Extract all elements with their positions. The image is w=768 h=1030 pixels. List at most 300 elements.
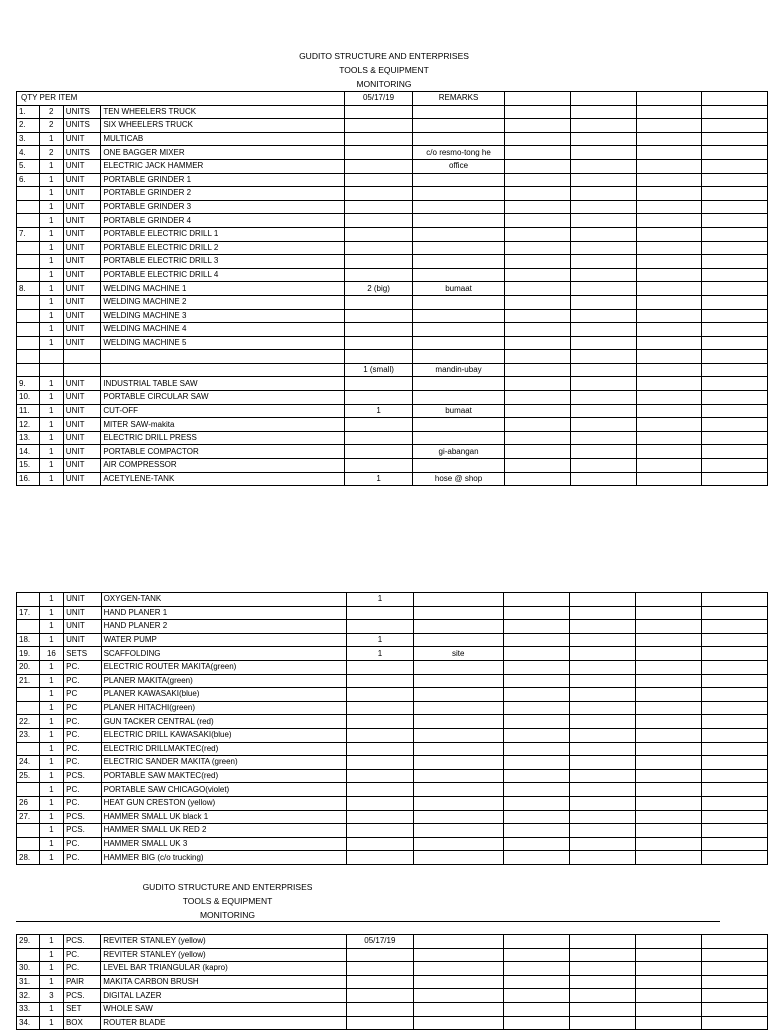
table-row [17, 783, 768, 797]
item-number-cell [17, 688, 40, 702]
unit-cell: SET [63, 1002, 100, 1016]
remarks-cell [414, 962, 504, 976]
table-row [17, 227, 768, 241]
unit-cell: UNIT [63, 227, 101, 241]
empty-cell [503, 647, 569, 661]
item-number-cell [17, 255, 40, 269]
item-number-cell [17, 187, 40, 201]
table-header-row [17, 92, 768, 106]
unit-cell: UNITS [63, 119, 101, 133]
unit-cell: PC. [64, 674, 101, 688]
empty-cell [702, 445, 768, 459]
empty-cell [701, 620, 767, 634]
date-cell [345, 445, 412, 459]
empty-cell [702, 309, 768, 323]
table-row [17, 688, 768, 702]
empty-cell [635, 620, 701, 634]
empty-cell [636, 363, 702, 377]
empty-cell [571, 227, 637, 241]
qty-cell: 1 [39, 404, 63, 418]
qty-cell: 1 [39, 323, 63, 337]
table-row [17, 241, 768, 255]
unit-cell: UNIT [63, 268, 101, 282]
date-cell [347, 715, 413, 729]
empty-cell [503, 620, 569, 634]
item-name-cell: ELECTRIC DRILL PRESS [101, 431, 345, 445]
qty-cell: 1 [39, 796, 63, 810]
empty-cell [635, 948, 701, 962]
empty-cell [505, 200, 571, 214]
unit-cell: PCS. [63, 989, 100, 1003]
empty-cell [505, 377, 571, 391]
empty-cell [636, 350, 702, 364]
empty-cell [635, 756, 701, 770]
date-cell: 1 (small) [345, 363, 412, 377]
empty-cell [569, 620, 635, 634]
unit-cell: PC. [64, 796, 101, 810]
empty-cell [636, 119, 702, 133]
empty-cell [702, 146, 768, 160]
unit-cell: UNIT [63, 431, 101, 445]
empty-cell [505, 363, 571, 377]
table-row [17, 431, 768, 445]
empty-cell [571, 105, 637, 119]
empty-cell [635, 810, 701, 824]
remarks-cell [412, 418, 505, 432]
empty-cell [571, 459, 637, 473]
empty-cell [569, 935, 635, 949]
table-row [17, 769, 768, 783]
item-name-cell: PORTABLE GRINDER 4 [101, 214, 345, 228]
table-row [17, 391, 768, 405]
item-name-cell: WELDING MACHINE 1 [101, 282, 345, 296]
table-row [17, 377, 768, 391]
unit-cell: UNIT [64, 593, 101, 607]
date-cell [347, 769, 413, 783]
empty-cell [636, 391, 702, 405]
item-name-cell: ONE BAGGER MIXER [101, 146, 345, 160]
remarks-cell [413, 824, 503, 838]
empty-cell [569, 647, 635, 661]
table-row [17, 214, 768, 228]
table-row [17, 459, 768, 473]
item-name-cell: HAMMER SMALL UK black 1 [101, 810, 347, 824]
empty-cell [635, 824, 701, 838]
table-row [17, 187, 768, 201]
unit-cell: UNIT [63, 159, 101, 173]
empty-cell [569, 1002, 635, 1016]
empty-cell [702, 214, 768, 228]
unit-cell: UNIT [63, 214, 101, 228]
empty-cell [571, 309, 637, 323]
item-number-cell: 12. [17, 418, 40, 432]
item-number-cell: 16. [17, 472, 40, 486]
empty-cell [636, 377, 702, 391]
empty-cell [569, 975, 635, 989]
item-name-cell: REVITER STANLEY (yellow) [101, 948, 346, 962]
date-cell [347, 701, 413, 715]
table-row [17, 593, 768, 607]
qty-cell: 1 [39, 132, 63, 146]
qty-cell: 1 [39, 606, 63, 620]
unit-cell: PC [64, 701, 101, 715]
item-number-cell: 30. [17, 962, 40, 976]
empty-cell [636, 200, 702, 214]
qty-cell: 1 [39, 309, 63, 323]
empty-cell [569, 728, 635, 742]
unit-cell: UNIT [64, 633, 101, 647]
item-number-cell: 6. [17, 173, 40, 187]
item-number-cell: 8. [17, 282, 40, 296]
empty-cell [635, 989, 701, 1003]
qty-cell: 1 [39, 187, 63, 201]
table-row [17, 146, 768, 160]
unit-cell: PC. [64, 728, 101, 742]
item-number-cell: 26 [17, 796, 40, 810]
remarks-cell [413, 810, 503, 824]
table-row [17, 620, 768, 634]
unit-cell: UNIT [64, 606, 101, 620]
empty-cell [571, 445, 637, 459]
empty-cell [505, 295, 571, 309]
unit-cell: UNIT [63, 459, 101, 473]
date-cell [345, 146, 412, 160]
qty-cell [39, 363, 63, 377]
table-row [17, 851, 768, 865]
item-number-cell: 1. [17, 105, 40, 119]
date-cell [345, 187, 412, 201]
remarks-cell [412, 200, 505, 214]
empty-cell [635, 633, 701, 647]
empty-cell [701, 715, 767, 729]
unit-cell [63, 350, 101, 364]
empty-cell [503, 715, 569, 729]
empty-cell [569, 962, 635, 976]
table-row [17, 962, 768, 976]
qty-cell: 1 [39, 851, 63, 865]
item-number-cell: 13. [17, 431, 40, 445]
item-name-cell: HAND PLANER 2 [101, 620, 347, 634]
unit-cell: UNIT [63, 132, 101, 146]
item-number-cell [17, 323, 40, 337]
item-number-cell [17, 295, 40, 309]
empty-cell [569, 660, 635, 674]
remarks-cell [412, 323, 505, 337]
empty-cell [701, 975, 767, 989]
item-number-cell [17, 350, 40, 364]
table-row [17, 660, 768, 674]
qty-cell: 1 [39, 593, 63, 607]
qty-cell: 1 [39, 472, 63, 486]
empty-cell [569, 688, 635, 702]
empty-cell [702, 336, 768, 350]
table-row [17, 105, 768, 119]
item-name-cell: PLANER HITACHI(green) [101, 701, 347, 715]
remarks-cell [412, 105, 505, 119]
table-row [17, 309, 768, 323]
date-cell [345, 459, 412, 473]
qty-cell: 1 [39, 948, 63, 962]
table-row [17, 674, 768, 688]
empty-cell [635, 593, 701, 607]
table-row [17, 200, 768, 214]
item-number-cell: 28. [17, 851, 40, 865]
inventory-table-1 [16, 91, 768, 486]
empty-cell [636, 431, 702, 445]
remarks-cell [413, 674, 503, 688]
qty-cell: 1 [39, 701, 63, 715]
date-cell: 1 [347, 593, 413, 607]
empty-cell [702, 268, 768, 282]
empty-cell [505, 119, 571, 133]
remarks-cell [412, 227, 505, 241]
remarks-cell [413, 620, 503, 634]
remarks-cell [413, 688, 503, 702]
unit-cell: UNIT [63, 241, 101, 255]
table-row [17, 159, 768, 173]
item-number-cell [17, 783, 40, 797]
item-name-cell: OXYGEN-TANK [101, 593, 347, 607]
date-cell [347, 810, 413, 824]
empty-cell [505, 459, 571, 473]
empty-cell [701, 837, 767, 851]
company-title: GUDITO STRUCTURE AND ENTERPRISES [299, 51, 469, 61]
empty-cell [569, 715, 635, 729]
empty-cell [571, 323, 637, 337]
unit-cell: PC. [63, 962, 100, 976]
empty-cell [503, 688, 569, 702]
date-cell [345, 431, 412, 445]
empty-cell [569, 796, 635, 810]
unit-cell: PC. [63, 948, 100, 962]
empty-cell [503, 742, 569, 756]
item-number-cell: 23. [17, 728, 40, 742]
item-name-cell: LEVEL BAR TRIANGULAR (kapro) [101, 962, 346, 976]
remarks-cell: bumaat [412, 404, 505, 418]
item-name-cell: GUN TACKER CENTRAL (red) [101, 715, 347, 729]
remarks-cell [413, 837, 503, 851]
empty-cell [503, 728, 569, 742]
item-number-cell: 22. [17, 715, 40, 729]
empty-cell [571, 282, 637, 296]
date-cell [345, 200, 412, 214]
remarks-cell [412, 241, 505, 255]
empty-cell [569, 810, 635, 824]
date-cell [345, 323, 412, 337]
date-cell: 05/17/19 [346, 935, 413, 949]
empty-cell [701, 1016, 767, 1030]
empty-cell [635, 962, 701, 976]
remarks-cell [412, 132, 505, 146]
empty-cell [569, 824, 635, 838]
item-number-cell: 7. [17, 227, 40, 241]
table-row [17, 363, 768, 377]
qty-cell: 1 [39, 445, 63, 459]
table-row [17, 935, 768, 949]
empty-cell [635, 837, 701, 851]
item-number-cell: 2. [17, 119, 40, 133]
date-cell [346, 962, 413, 976]
qty-cell: 1 [39, 336, 63, 350]
date-cell [345, 350, 412, 364]
empty-cell [569, 606, 635, 620]
qty-cell: 2 [39, 146, 63, 160]
empty-cell [635, 647, 701, 661]
empty-cell [635, 1016, 701, 1030]
empty-cell [503, 935, 569, 949]
empty-cell [571, 418, 637, 432]
date-cell [345, 173, 412, 187]
item-number-cell [17, 200, 40, 214]
item-name-cell: PORTABLE CIRCULAR SAW [101, 391, 345, 405]
empty-cell [503, 593, 569, 607]
item-number-cell [17, 363, 40, 377]
empty-cell [571, 159, 637, 173]
empty-cell [571, 146, 637, 160]
empty-cell [505, 445, 571, 459]
qty-cell: 1 [39, 962, 63, 976]
table-row [17, 119, 768, 133]
empty-cell [702, 350, 768, 364]
empty-cell [702, 418, 768, 432]
remarks-cell: c/o resmo-tong he [412, 146, 505, 160]
date-cell: 1 [345, 472, 412, 486]
date-cell [345, 418, 412, 432]
empty-cell [636, 418, 702, 432]
table-row [17, 810, 768, 824]
empty-cell [505, 159, 571, 173]
item-name-cell: PORTABLE SAW MAKTEC(red) [101, 769, 347, 783]
empty-cell [503, 989, 569, 1003]
date-cell [347, 742, 413, 756]
item-name-cell: ELECTRIC DRILLMAKTEC(red) [101, 742, 347, 756]
empty-cell [635, 1002, 701, 1016]
unit-cell: UNIT [63, 391, 101, 405]
qty-cell: 1 [39, 660, 63, 674]
item-number-cell: 3. [17, 132, 40, 146]
empty-cell [571, 255, 637, 269]
table-row [17, 336, 768, 350]
empty-cell [505, 391, 571, 405]
unit-cell: PCS. [64, 810, 101, 824]
empty-cell [636, 282, 702, 296]
empty-cell [505, 105, 571, 119]
remarks-cell [413, 796, 503, 810]
remarks-cell [412, 268, 505, 282]
item-number-cell: 34. [17, 1016, 40, 1030]
item-name-cell [101, 363, 345, 377]
empty-cell [702, 472, 768, 486]
item-number-cell: 10. [17, 391, 40, 405]
empty-cell [571, 132, 637, 146]
empty-cell [635, 783, 701, 797]
empty-cell [702, 404, 768, 418]
unit-cell: UNIT [63, 404, 101, 418]
qty-cell: 1 [39, 728, 63, 742]
empty-cell [505, 187, 571, 201]
empty-cell [701, 796, 767, 810]
unit-cell: PC. [64, 756, 101, 770]
empty-cell [702, 431, 768, 445]
empty-cell [569, 756, 635, 770]
qty-per-item-label: QTY PER ITEM [21, 93, 78, 103]
item-name-cell: DIGITAL LAZER [101, 989, 346, 1003]
remarks-cell [413, 742, 503, 756]
table-row [17, 975, 768, 989]
remarks-cell [413, 633, 503, 647]
table-row [17, 255, 768, 269]
empty-cell [702, 391, 768, 405]
empty-cell [505, 241, 571, 255]
remarks-cell [413, 715, 503, 729]
empty-cell [505, 323, 571, 337]
empty-cell [569, 769, 635, 783]
qty-cell: 1 [39, 975, 63, 989]
qty-cell: 1 [39, 715, 63, 729]
date-cell [347, 728, 413, 742]
empty-cell [635, 701, 701, 715]
table-row [17, 472, 768, 486]
empty-cell [702, 200, 768, 214]
item-name-cell: MAKITA CARBON BRUSH [101, 975, 346, 989]
item-name-cell: PORTABLE ELECTRIC DRILL 4 [101, 268, 345, 282]
empty-cell [702, 241, 768, 255]
item-number-cell: 24. [17, 756, 40, 770]
item-name-cell: HAND PLANER 1 [101, 606, 347, 620]
date-cell [345, 227, 412, 241]
empty-cell [571, 431, 637, 445]
table-row [17, 796, 768, 810]
date-cell [345, 336, 412, 350]
unit-cell: BOX [63, 1016, 100, 1030]
empty-cell [702, 377, 768, 391]
empty-cell [503, 837, 569, 851]
empty-cell [505, 92, 571, 106]
table-row [17, 633, 768, 647]
date-cell [347, 620, 413, 634]
date-cell [345, 391, 412, 405]
table-row [17, 837, 768, 851]
empty-cell [701, 1002, 767, 1016]
remarks-cell [412, 295, 505, 309]
date-cell [345, 105, 412, 119]
item-number-cell: 17. [17, 606, 40, 620]
item-number-cell: 32. [17, 989, 40, 1003]
item-name-cell: PLANER MAKITA(green) [101, 674, 347, 688]
unit-cell: PC. [64, 715, 101, 729]
unit-cell: PCS. [64, 769, 101, 783]
table-row [17, 824, 768, 838]
item-name-cell: ELECTRIC JACK HAMMER [101, 159, 345, 173]
qty-cell: 1 [39, 783, 63, 797]
remarks-cell [412, 309, 505, 323]
item-name-cell: PLANER KAWASAKI(blue) [101, 688, 347, 702]
remarks-cell [413, 701, 503, 715]
empty-cell [636, 132, 702, 146]
item-name-cell: HAMMER SMALL UK RED 2 [101, 824, 347, 838]
unit-cell: UNIT [63, 472, 101, 486]
empty-cell [702, 105, 768, 119]
item-number-cell: 21. [17, 674, 40, 688]
empty-cell [701, 756, 767, 770]
item-name-cell: PORTABLE ELECTRIC DRILL 3 [101, 255, 345, 269]
remarks-cell [412, 459, 505, 473]
empty-cell [702, 255, 768, 269]
empty-cell [569, 701, 635, 715]
remarks-cell [413, 769, 503, 783]
item-number-cell: 27. [17, 810, 40, 824]
unit-cell: PC. [64, 837, 101, 851]
